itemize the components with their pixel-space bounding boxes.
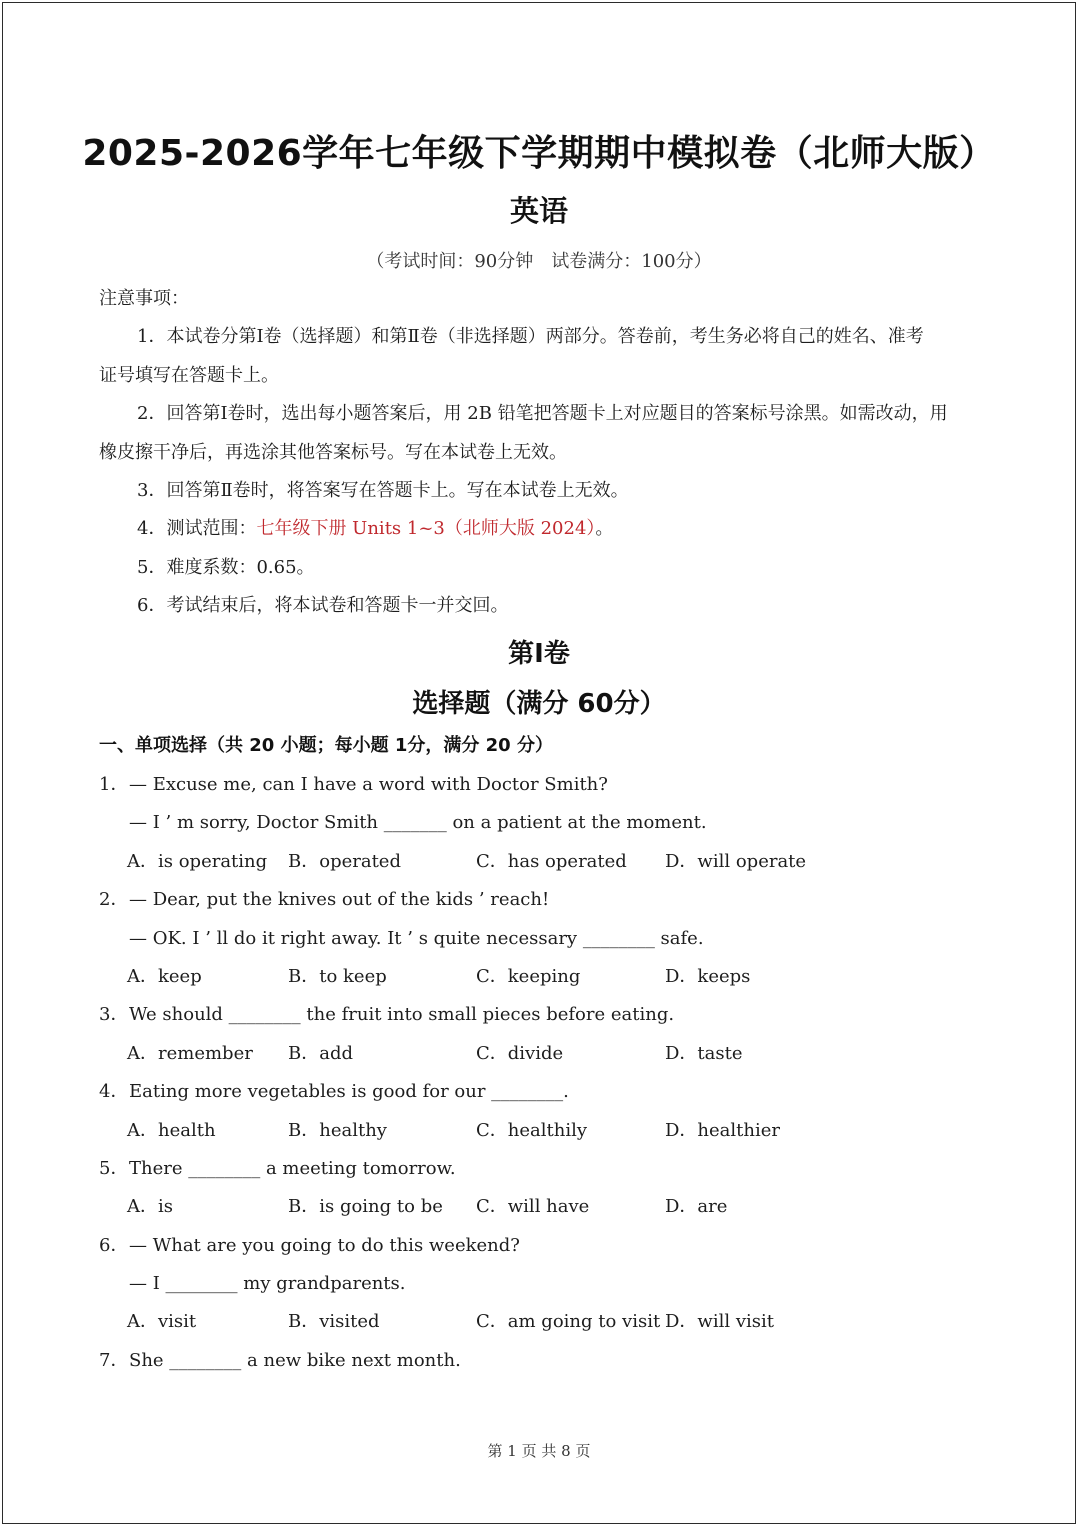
q2-option-d: D．keeps [665, 966, 751, 987]
section1-title: 一、单项选择（共 20 小题；每小题 1分，满分 20 分） [99, 735, 553, 756]
q4-option-d: D．healthier [665, 1120, 781, 1141]
subject-title: 英语 [509, 194, 568, 228]
question-number: 3． [99, 1004, 129, 1025]
question-stem: — Excuse me, can I have a word with Doctor Smith? [129, 774, 608, 795]
question-stem: — What are you going to do this weekend? [129, 1235, 520, 1256]
question-number: 7． [99, 1350, 129, 1371]
notice-heading: 注意事项： [99, 288, 189, 309]
question-6-line-2: — I ________ my grandparents. [129, 1273, 406, 1294]
notice-item-4-end: 。 [595, 518, 614, 539]
q6-option-a: A．visit [127, 1311, 197, 1332]
notice-item-1-cont: 证号填写在答题卡上。 [99, 365, 279, 386]
notice-item-5: 5．难度系数：0.65。 [137, 557, 315, 578]
q1-option-c: C．has operated [476, 851, 627, 872]
q3-option-c: C．divide [476, 1043, 564, 1064]
q6-option-c: C．am going to visit [476, 1311, 661, 1332]
exam-info: （考试时间：90分钟 试卷满分：100分） [366, 251, 712, 272]
q1-option-d: D．will operate [665, 851, 807, 872]
question-stem: We should ________ the fruit into small pieces before eating. [129, 1004, 675, 1025]
question-number: 2． [99, 889, 129, 910]
notice-item-4 [137, 517, 613, 541]
question-number: 1． [99, 774, 129, 795]
notice-item-2-cont: 橡皮擦干净后，再选涂其他答案标号。写在本试卷上无效。 [99, 442, 567, 463]
q6-option-d: D．will visit [665, 1311, 774, 1332]
q4-option-b: B．healthy [288, 1120, 387, 1141]
notice-item-2: 2．回答第Ⅰ卷时，选出每小题答案后，用 2B 铅笔把答题卡上对应题目的答案标号涂黑。如需改动，用 [137, 403, 948, 424]
q6-option-b: B．visited [288, 1311, 380, 1332]
notice-item-3: 3．回答第Ⅱ卷时，将答案写在答题卡上。写在本试卷上无效。 [137, 480, 629, 501]
part1-heading: 第Ⅰ卷 [508, 639, 570, 669]
question-1-line-2: — I ’ m sorry, Doctor Smith _______ on a patient at the moment. [129, 812, 707, 833]
test-scope: 七年级下册 Units 1~3（北师大版 2024） [256, 518, 596, 539]
question-number: 5． [99, 1158, 129, 1179]
question-stem: She ________ a new bike next month. [129, 1350, 461, 1371]
page-footer: 第 1 页 共 8 页 [487, 1442, 591, 1460]
notice-item-6: 6．考试结束后，将本试卷和答题卡一并交回。 [137, 595, 509, 616]
question-7 [99, 1349, 461, 1373]
q3-option-a: A．remember [127, 1043, 253, 1064]
notice-item-4-label: 4．测试范围： [137, 518, 257, 539]
q5-option-d: D．are [665, 1196, 728, 1217]
question-3 [99, 1003, 674, 1027]
question-5 [99, 1157, 456, 1181]
question-2 [99, 888, 549, 912]
exam-page [2, 2, 1076, 1524]
q5-option-c: C．will have [476, 1196, 590, 1217]
question-number: 4． [99, 1081, 129, 1102]
question-1 [99, 773, 608, 797]
q1-option-b: B．operated [288, 851, 401, 872]
exam-title: 2025-2026学年七年级下学期期中模拟卷（北师大版） [82, 133, 996, 174]
q1-option-a: A．is operating [127, 851, 268, 872]
notice-item-1: 1．本试卷分第Ⅰ卷（选择题）和第Ⅱ卷（非选择题）两部分。答卷前，考生务必将自己的姓名、准考 [137, 326, 924, 347]
question-4 [99, 1080, 569, 1104]
q4-option-c: C．healthily [476, 1120, 588, 1141]
question-2-line-2: — OK. I ’ ll do it right away. It ’ s quite necessary ________ safe. [129, 928, 704, 949]
q2-option-c: C．keeping [476, 966, 581, 987]
q4-option-a: A．health [127, 1120, 216, 1141]
q2-option-a: A．keep [127, 966, 202, 987]
q3-option-d: D．taste [665, 1043, 743, 1064]
question-stem: — Dear, put the knives out of the kids ’ reach! [129, 889, 550, 910]
q2-option-b: B．to keep [288, 966, 387, 987]
question-stem: There ________ a meeting tomorrow. [129, 1158, 456, 1179]
q5-option-a: A．is [127, 1196, 173, 1217]
question-6 [99, 1234, 520, 1258]
q3-option-b: B．add [288, 1043, 354, 1064]
part1-subheading: 选择题（满分 60分） [412, 689, 666, 719]
q5-option-b: B．is going to be [288, 1196, 443, 1217]
question-stem: Eating more vegetables is good for our ________. [129, 1081, 569, 1102]
question-number: 6． [99, 1235, 129, 1256]
